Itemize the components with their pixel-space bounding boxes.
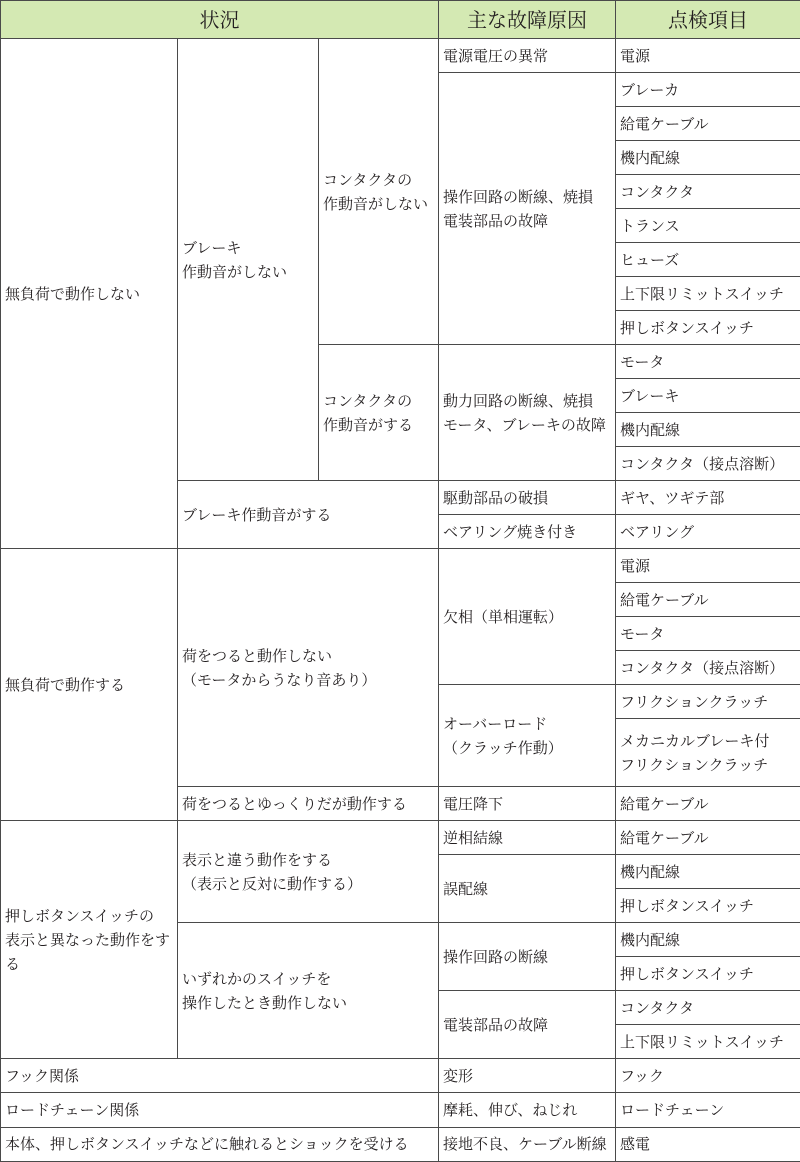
inspection-item: ロードチェーン [616, 1093, 800, 1127]
inspection-item: 上下限リミットスイッチ [616, 277, 800, 311]
situation-contactor-silent: コンタクタの 作動音がしない [319, 39, 439, 345]
cause-overload: オーバーロード （クラッチ作動） [439, 685, 616, 787]
cause-miswiring: 誤配線 [439, 855, 616, 923]
inspection-item: 給電ケーブル [616, 821, 800, 855]
situation-brake-silent: ブレーキ 作動音がしない [178, 39, 319, 481]
inspection-item: モータ [616, 345, 800, 379]
inspection-item: 給電ケーブル [616, 107, 800, 141]
cause-power-circuit-break: 動力回路の断線、焼損 モータ、ブレーキの故障 [439, 345, 616, 481]
cause-phase-loss: 欠相（単相運転） [439, 549, 616, 685]
situation-switch-mismatch: 押しボタンスイッチの 表示と異なった動作をする [1, 821, 178, 1059]
inspection-item: 給電ケーブル [616, 583, 800, 617]
inspection-item: 押しボタンスイッチ [616, 889, 800, 923]
inspection-item: 電源 [616, 39, 800, 73]
inspection-item: ヒューズ [616, 243, 800, 277]
inspection-item: ブレーカ [616, 73, 800, 107]
cause-drive-part-damage: 駆動部品の破損 [439, 481, 616, 515]
situation-no-load-works: 無負荷で動作する [1, 549, 178, 821]
situation-reverse-action: 表示と違う動作をする （表示と反対に動作する） [178, 821, 439, 923]
cause-voltage-abnormal: 電源電圧の異常 [439, 39, 616, 73]
cause-reverse-wiring: 逆相結線 [439, 821, 616, 855]
inspection-item: 押しボタンスイッチ [616, 957, 800, 991]
inspection-item: メカニカルブレーキ付 フリクションクラッチ [616, 719, 800, 787]
situation-contactor-sound: コンタクタの 作動音がする [319, 345, 439, 481]
header-cause: 主な故障原因 [439, 1, 616, 39]
inspection-item: 上下限リミットスイッチ [616, 1025, 800, 1059]
inspection-item: 機内配線 [616, 141, 800, 175]
situation-no-load-no-action: 無負荷で動作しない [1, 39, 178, 549]
header-inspection: 点検項目 [616, 1, 800, 39]
inspection-item: ギヤ、ツギテ部 [616, 481, 800, 515]
situation-load-chain: ロードチェーン関係 [1, 1093, 439, 1127]
cause-control-circuit-break: 操作回路の断線 [439, 923, 616, 991]
situation-brake-sound: ブレーキ作動音がする [178, 481, 439, 549]
inspection-item: フック [616, 1059, 800, 1093]
header-row [1, 1, 800, 39]
inspection-item: 感電 [616, 1127, 800, 1162]
header-situation: 状況 [1, 1, 439, 39]
cause-bearing-seizure: ベアリング焼き付き [439, 515, 616, 549]
situation-load-no-action: 荷をつると動作しない （モータからうなり音あり） [178, 549, 439, 787]
inspection-item: 機内配線 [616, 855, 800, 889]
cause-electric-part-failure: 電装部品の故障 [439, 991, 616, 1059]
cause-wear: 摩耗、伸び、ねじれ [439, 1093, 616, 1127]
inspection-item: コンタクタ [616, 991, 800, 1025]
inspection-item: 給電ケーブル [616, 787, 800, 821]
inspection-item: 機内配線 [616, 413, 800, 447]
cause-deformation: 変形 [439, 1059, 616, 1093]
inspection-item: ベアリング [616, 515, 800, 549]
inspection-item: コンタクタ [616, 175, 800, 209]
inspection-item: 機内配線 [616, 923, 800, 957]
inspection-item: フリクションクラッチ [616, 685, 800, 719]
situation-hook: フック関係 [1, 1059, 439, 1093]
situation-electric-shock: 本体、押しボタンスイッチなどに触れるとショックを受ける [1, 1127, 439, 1162]
inspection-item: トランス [616, 209, 800, 243]
situation-switch-no-action: いずれかのスイッチを 操作したとき動作しない [178, 923, 439, 1059]
inspection-item: 電源 [616, 549, 800, 583]
cause-control-circuit-break: 操作回路の断線、焼損 電装部品の故障 [439, 73, 616, 345]
inspection-item: コンタクタ（接点溶断） [616, 651, 800, 685]
inspection-item: ブレーキ [616, 379, 800, 413]
inspection-item: コンタクタ（接点溶断） [616, 447, 800, 481]
inspection-item: モータ [616, 617, 800, 651]
cause-voltage-drop: 電圧降下 [439, 787, 616, 821]
cause-grounding-fault: 接地不良、ケーブル断線 [439, 1127, 616, 1162]
inspection-item: 押しボタンスイッチ [616, 311, 800, 345]
situation-load-slow: 荷をつるとゆっくりだが動作する [178, 787, 439, 821]
